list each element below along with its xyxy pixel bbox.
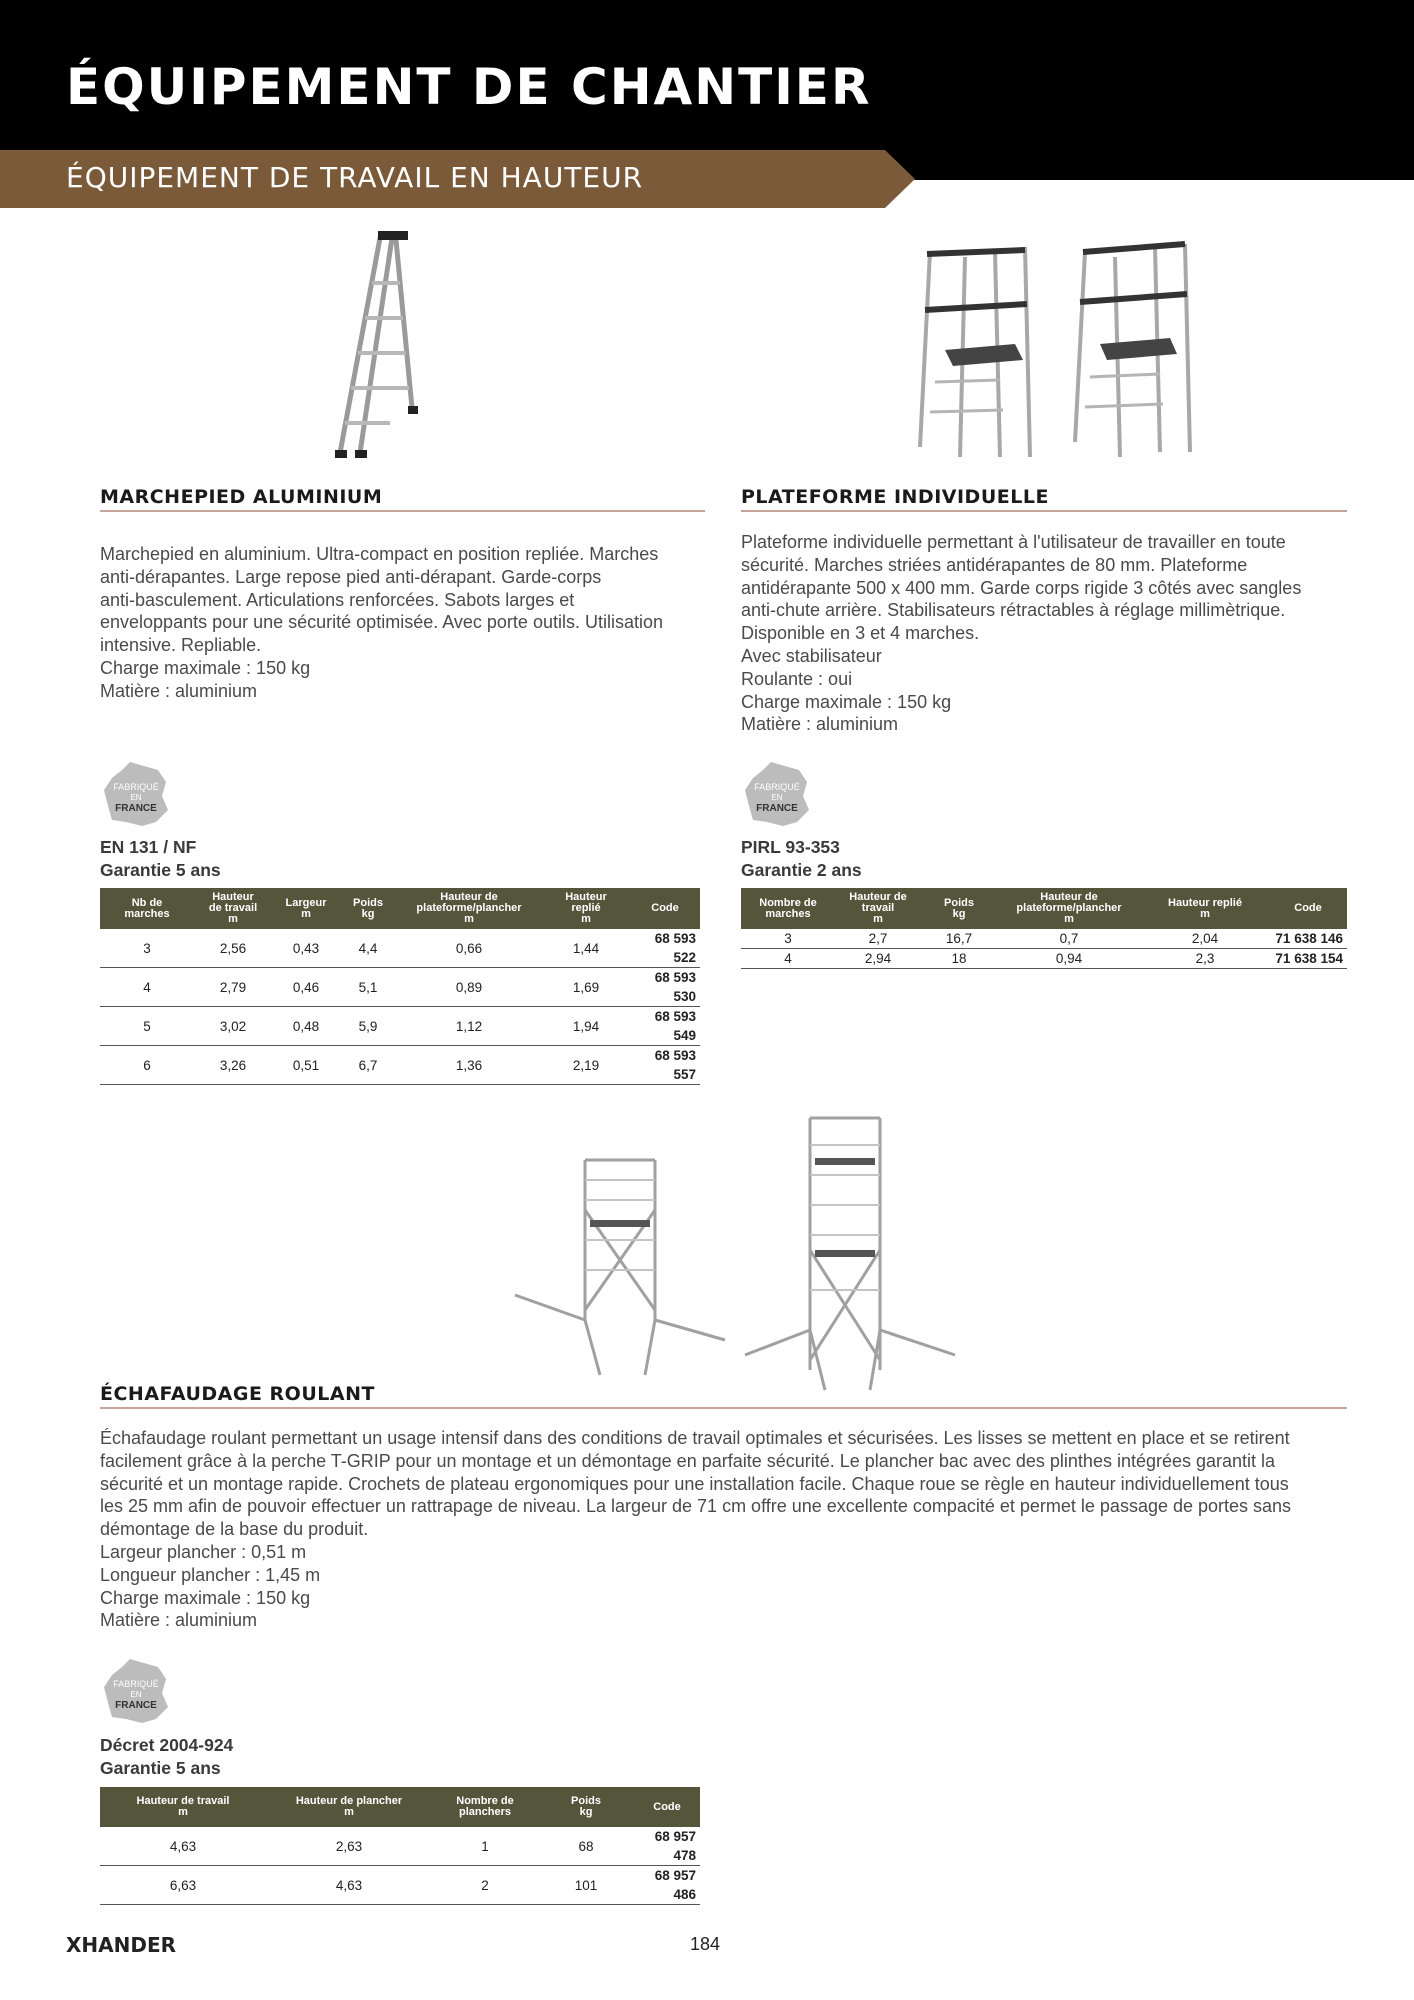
table-cell: 1,44: [542, 929, 630, 968]
col-hauteur-travail: Hauteur de travail m: [194, 888, 272, 929]
table-cell: 2,94: [835, 949, 921, 969]
col-hauteur-replie: Hauteur replié m: [542, 888, 630, 929]
description-line: Longueur plancher : 1,45 m: [100, 1564, 321, 1585]
col-code: Code: [1269, 888, 1347, 929]
table-cell: 2,79: [194, 968, 272, 1007]
table-cell: 2,19: [542, 1046, 630, 1085]
table-cell: 4,63: [100, 1827, 266, 1866]
description-line: Largeur plancher : 0,51 m: [100, 1541, 307, 1562]
table-cell: 1,94: [542, 1007, 630, 1046]
table-cell: 0,94: [997, 949, 1141, 969]
marchepied-title: MARCHEPIED ALUMINIUM: [100, 486, 383, 508]
description-line: Disponible en 3 et 4 marches.: [741, 623, 980, 644]
product-code: 68 593 549: [630, 1007, 700, 1046]
marchepied-warranty: Garantie 5 ans: [100, 860, 221, 880]
col-hauteur-plateforme: Hauteur de plateforme/plancher m: [396, 888, 542, 929]
platform-illustration: [905, 232, 1210, 472]
table-cell: 1,36: [396, 1046, 542, 1085]
table-cell: 6,63: [100, 1866, 266, 1905]
table-cell: 1,12: [396, 1007, 542, 1046]
table-cell: 0,66: [396, 929, 542, 968]
col-hauteur-replie: Hauteur replié m: [1141, 888, 1269, 929]
table-cell: 4,63: [266, 1866, 432, 1905]
marchepied-title-rule: [100, 510, 705, 512]
product-code: 68 593 522: [630, 929, 700, 968]
badge-line3: FRANCE: [115, 1700, 157, 1711]
fabrique-en-france-badge: [741, 760, 813, 828]
description-line: anti-chute arrière. Stabilisateurs rétractables à réglage millimètrique.: [741, 600, 1286, 621]
product-code: 68 957 486: [634, 1866, 700, 1905]
plateforme-table: [741, 888, 1347, 969]
badge-line1: FABRIQUÉ: [113, 1679, 159, 1689]
col-poids: Poids kg: [921, 888, 997, 929]
plateforme-title-rule: [741, 510, 1347, 512]
table-cell: 5,1: [340, 968, 396, 1007]
table-row: [100, 1827, 700, 1866]
table-cell: 2,56: [194, 929, 272, 968]
table-cell: 2,7: [835, 929, 921, 949]
page-number: 184: [690, 1934, 721, 1954]
description-line: Matière : aluminium: [100, 1610, 258, 1631]
description-line: facilement grâce à la perche T-GRIP pour un montage et un démontage en parfaite sécurité. Le plancher bac avec des plinthes intégrées garantit la: [100, 1450, 1276, 1471]
col-nombre-marches: Nombre de marches: [741, 888, 835, 929]
badge-line2: EN: [130, 1690, 142, 1699]
description-line: Échafaudage roulant permettant un usage intensif dans des conditions de travail optimales et sécurisées. Les lisses se mettent en place et se retirent: [100, 1428, 1290, 1448]
table-cell: 0,51: [272, 1046, 340, 1085]
table-cell: 2,3: [1141, 949, 1269, 969]
table-cell: 5: [100, 1007, 194, 1046]
description-line: intensive. Repliable.: [100, 635, 262, 656]
marchepied-description: [100, 543, 710, 703]
product-code: 71 638 146: [1269, 929, 1347, 949]
product-code: 68 957 478: [634, 1827, 700, 1866]
plateforme-warranty: Garantie 2 ans: [741, 860, 862, 880]
description-line: Charge maximale : 150 kg: [741, 691, 952, 712]
echafaudage-warranty: Garantie 5 ans: [100, 1758, 221, 1778]
table-cell: 4: [100, 968, 194, 1007]
col-poids: Poids kg: [538, 1787, 634, 1827]
fabrique-en-france-badge: [100, 1657, 172, 1725]
description-line: Marchepied en aluminium. Ultra-compact en position repliée. Marches: [100, 544, 659, 564]
table-cell: 2: [432, 1866, 538, 1905]
badge-line2: EN: [771, 793, 783, 802]
table-row: [100, 1866, 700, 1905]
brand-name: XHANDER: [66, 1933, 177, 1957]
col-largeur: Largeur m: [272, 888, 340, 929]
plateforme-norm-block: [741, 836, 862, 882]
table-cell: 3,26: [194, 1046, 272, 1085]
table-cell: 3: [741, 929, 835, 949]
plateforme-norm: PIRL 93-353: [741, 837, 840, 857]
echafaudage-norm: Décret 2004-924: [100, 1735, 234, 1755]
table-header-row: [100, 888, 700, 929]
col-nombre-planchers: Nombre de planchers: [432, 1787, 538, 1827]
table-cell: 0,43: [272, 929, 340, 968]
table-cell: 101: [538, 1866, 634, 1905]
table-row: [100, 1007, 700, 1046]
description-line: anti-basculement. Articulations renforcées. Sabots larges et: [100, 589, 575, 610]
table-cell: 0,7: [997, 929, 1141, 949]
echafaudage-description: [100, 1427, 1370, 1632]
table-cell: 6: [100, 1046, 194, 1085]
marchepied-norm-block: [100, 836, 221, 882]
table-cell: 1: [432, 1827, 538, 1866]
table-row: [741, 949, 1347, 969]
description-line: les 25 mm afin de pouvoir effectuer un rattrapage de niveau. La largeur de 71 cm offre une excellente compacité et permet le passage de portes sans: [100, 1496, 1292, 1517]
page-subtitle: ÉQUIPEMENT DE TRAVAIL EN HAUTEUR: [66, 161, 644, 194]
col-code: Code: [634, 1787, 700, 1827]
col-poids: Poids kg: [340, 888, 396, 929]
description-line: anti-dérapantes. Large repose pied anti-dérapant. Garde-corps: [100, 566, 602, 587]
description-line: Avec stabilisateur: [741, 645, 882, 666]
col-hauteur-travail: Hauteur de travail m: [835, 888, 921, 929]
col-code: Code: [630, 888, 700, 929]
col-hauteur-plateforme: Hauteur de plateforme/plancher m: [997, 888, 1141, 929]
table-header-row: [741, 888, 1347, 929]
table-cell: 4: [741, 949, 835, 969]
plateforme-title: PLATEFORME INDIVIDUELLE: [741, 486, 1049, 508]
product-code: 71 638 154: [1269, 949, 1347, 969]
table-cell: 1,69: [542, 968, 630, 1007]
badge-line3: FRANCE: [115, 803, 157, 814]
badge-line3: FRANCE: [756, 803, 798, 814]
table-cell: 18: [921, 949, 997, 969]
table-row: [100, 929, 700, 968]
description-line: antidérapante 500 x 400 mm. Garde corps rigide 3 côtés avec sangles: [741, 577, 1302, 598]
page-title: ÉQUIPEMENT DE CHANTIER: [66, 58, 872, 116]
table-cell: 4,4: [340, 929, 396, 968]
description-line: sécurité. Marches striées antidérapantes de 80 mm. Plateforme: [741, 554, 1248, 575]
table-row: [741, 929, 1347, 949]
product-code: 68 593 557: [630, 1046, 700, 1085]
badge-line1: FABRIQUÉ: [754, 782, 800, 792]
description-line: Charge maximale : 150 kg: [100, 657, 311, 678]
echafaudage-title-rule: [100, 1407, 1347, 1409]
marchepied-norm: EN 131 / NF: [100, 837, 197, 857]
xhander-logo: [66, 1930, 226, 1958]
step-ladder-illustration: [320, 228, 430, 460]
table-cell: 0,48: [272, 1007, 340, 1046]
scaffold-illustration: [510, 1110, 965, 1400]
description-line: démontage de la base du produit.: [100, 1519, 369, 1540]
table-cell: 3: [100, 929, 194, 968]
badge-line1: FABRIQUÉ: [113, 782, 159, 792]
col-hauteur-travail: Hauteur de travail m: [100, 1787, 266, 1827]
table-cell: 2,63: [266, 1827, 432, 1866]
col-hauteur-plancher: Hauteur de plancher m: [266, 1787, 432, 1827]
description-line: Matière : aluminium: [100, 680, 258, 701]
table-cell: 5,9: [340, 1007, 396, 1046]
table-cell: 0,89: [396, 968, 542, 1007]
echafaudage-title: ÉCHAFAUDAGE ROULANT: [100, 1383, 375, 1405]
echafaudage-table: [100, 1787, 700, 1905]
table-cell: 6,7: [340, 1046, 396, 1085]
description-line: Matière : aluminium: [741, 714, 899, 735]
description-line: Plateforme individuelle permettant à l'utilisateur de travailler en toute: [741, 532, 1286, 552]
table-cell: 3,02: [194, 1007, 272, 1046]
col-nb-marches: Nb de marches: [100, 888, 194, 929]
table-cell: 16,7: [921, 929, 997, 949]
table-row: [100, 968, 700, 1007]
echafaudage-norm-block: [100, 1734, 233, 1780]
product-code: 68 593 530: [630, 968, 700, 1007]
table-cell: 2,04: [1141, 929, 1269, 949]
table-header-row: [100, 1787, 700, 1827]
table-row: [100, 1046, 700, 1085]
description-line: enveloppants pour une sécurité optimisée. Avec porte outils. Utilisation: [100, 612, 663, 633]
table-cell: 68: [538, 1827, 634, 1866]
table-cell: 0,46: [272, 968, 340, 1007]
description-line: Roulante : oui: [741, 668, 853, 689]
marchepied-table: [100, 888, 700, 1085]
plateforme-description: [741, 531, 1361, 736]
fabrique-en-france-badge: [100, 760, 172, 828]
description-line: Charge maximale : 150 kg: [100, 1587, 311, 1608]
badge-line2: EN: [130, 793, 142, 802]
description-line: sécurité et un montage rapide. Crochets de plateau ergonomiques pour une installation facile. Chaque roue se règle en hauteur individuellement tous: [100, 1473, 1289, 1494]
